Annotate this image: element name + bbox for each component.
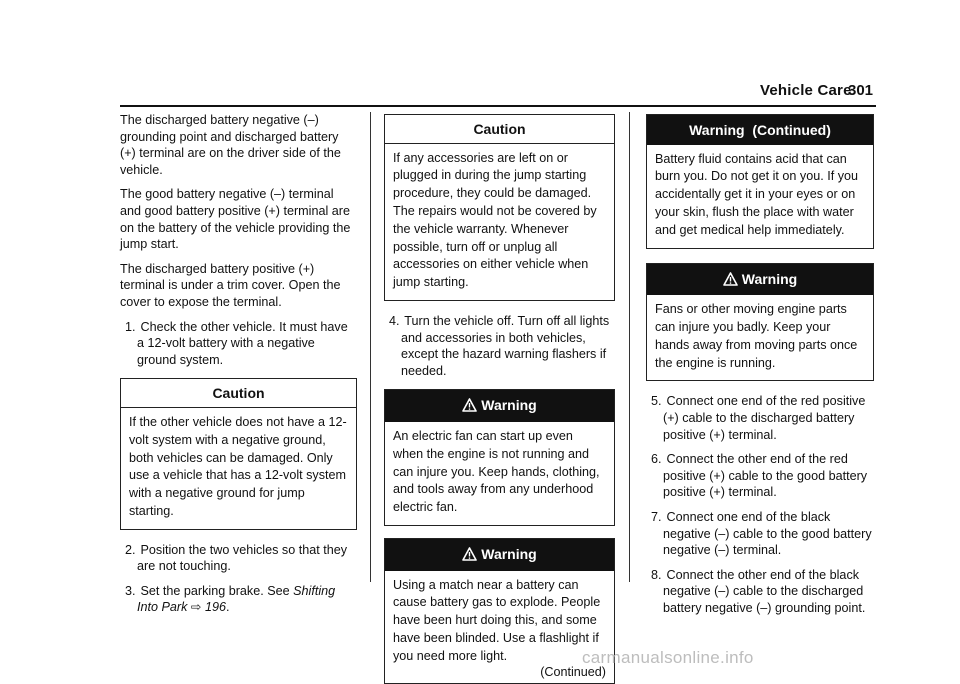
warning-box — [384, 389, 615, 526]
step-text: Connect the other end of the red positive (+) cable to the good battery positive (+) terminal. — [663, 452, 868, 500]
watermark: carmanualsonline.info — [582, 648, 754, 667]
warning-header — [385, 390, 614, 422]
column-2 — [384, 112, 615, 684]
step-text: Set the parking brake. See — [140, 583, 294, 598]
step-number: 6. — [651, 452, 662, 467]
period: . — [225, 600, 230, 615]
warning-text: Using a match near a battery can cause battery gas to explode. People have been hurt doing this, and some have been blinded. Use a flashlight if you need more light. — [393, 577, 601, 663]
warning-header — [385, 539, 614, 571]
warning-box — [646, 263, 874, 382]
page-number: 301 — [848, 82, 874, 99]
warning-continued-title: Warning (Continued) — [647, 115, 873, 145]
step-8 — [646, 567, 874, 617]
step-3 — [120, 583, 357, 616]
caution-box — [120, 378, 357, 529]
step-number: 3. — [125, 583, 136, 598]
warning-title: Warning — [741, 270, 798, 287]
caution-body: If the other vehicle does not have a 12-volt system with a negative ground, both vehicles can be damaged. Only use a vehicle that has a 12-volt system with a negative ground for jump starting. — [129, 414, 347, 518]
column-divider — [370, 112, 371, 582]
step-text: Turn the vehicle off. Turn off all lights and accessories in both vehicles, except the hazard warning flashers if needed. — [401, 313, 610, 378]
continued-label: (Continued) — [540, 664, 606, 679]
caution-body: If any accessories are left on or plugged in during the jump starting procedure, they could be damaged. The repairs would not be covered by the vehicle warranty. Whenever possible, turn off or unplug all accessories on either vehicle when jump starting. — [393, 150, 597, 290]
step-text: Connect one end of the red positive (+) cable to the discharged battery positive (+) terminal. — [663, 394, 866, 442]
step-number: 1. — [125, 319, 136, 334]
step-1 — [120, 319, 357, 369]
header-rule — [120, 105, 876, 107]
caution-box — [384, 114, 615, 301]
warning-triangle-icon — [462, 547, 477, 565]
step-number: 2. — [125, 542, 136, 557]
warning-triangle-icon — [723, 272, 738, 290]
column-1 — [120, 112, 357, 624]
warning-body: Fans or other moving engine parts can injure you badly. Keep your hands away from moving parts once the engine is running. — [655, 302, 858, 370]
step-2 — [120, 542, 357, 575]
step-text: Check the other vehicle. It must have a 12-volt battery with a negative ground system. — [137, 319, 348, 367]
warning-title: Warning — [481, 397, 537, 414]
step-text: Connect the other end of the black negative (–) cable to the discharged battery negative (–) grounding point. — [663, 567, 866, 615]
step-5 — [646, 393, 874, 443]
warning-body — [385, 571, 614, 684]
step-6 — [646, 451, 874, 501]
warning-box — [646, 114, 874, 249]
page-arrow-icon: ⇨ — [190, 600, 202, 615]
step-7 — [646, 509, 874, 559]
cross-reference-link[interactable]: Shifting Into Park — [137, 583, 336, 615]
step-number: 7. — [651, 509, 662, 524]
warning-body: An electric fan can start up even when the engine is not running and can injure you. Keep hands, clothing, and tools away from any underhood electric fan. — [393, 428, 600, 515]
column-divider — [629, 112, 630, 582]
step-number: 5. — [651, 394, 662, 409]
step-4 — [384, 313, 615, 379]
column-3 — [646, 112, 874, 624]
cross-reference-page[interactable]: 196 — [204, 600, 226, 615]
step-text: Connect one end of the black negative (–) cable to the good battery negative (–) terminal. — [663, 509, 872, 558]
warning-body: Battery fluid contains acid that can burn you. Do not get it on you. If you accidentally get it in your eyes or on your skin, flush the place with water and get medical help immediately. — [655, 151, 859, 237]
warning-header — [647, 264, 873, 296]
warning-triangle-icon — [462, 398, 477, 416]
step-number: 4. — [389, 313, 400, 328]
paragraph: The good battery negative (–) terminal and good battery positive (+) terminal are on the battery of the vehicle providing the jump start. — [120, 187, 351, 252]
step-text: Position the two vehicles so that they are not touching. — [137, 542, 348, 574]
warning-box — [384, 538, 615, 684]
caution-title: Caution — [121, 379, 356, 408]
step-number: 8. — [651, 567, 662, 582]
warning-title: Warning — [481, 545, 537, 562]
caution-title: Caution — [385, 115, 614, 144]
paragraph: The discharged battery negative (–) grounding point and discharged battery (+) terminal are on the driver side of the vehicle. — [120, 113, 341, 177]
section-title: Vehicle Care — [760, 82, 852, 99]
paragraph: The discharged battery positive (+) terminal is under a trim cover. Open the cover to expose the terminal. — [120, 261, 341, 309]
